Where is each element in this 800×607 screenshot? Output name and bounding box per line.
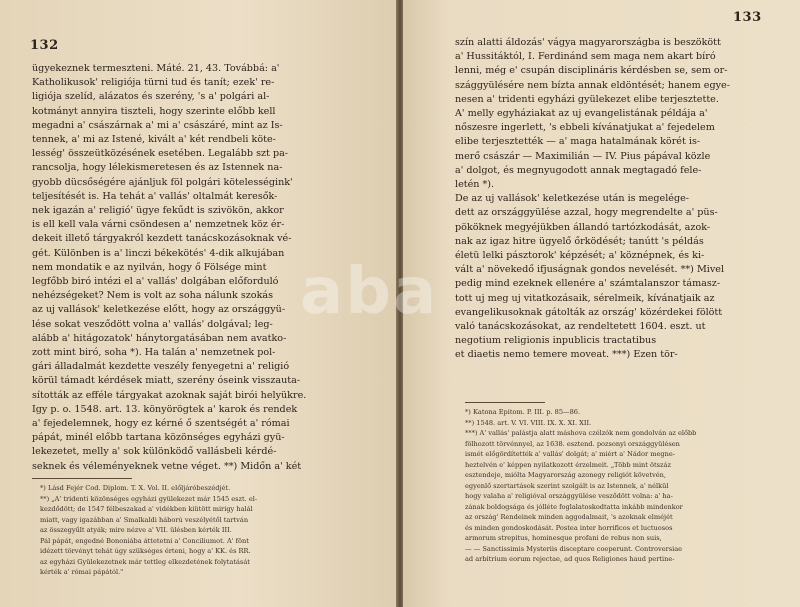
- footnote-line: Pál pápát, engedné Bononiába áttetetni a' Conciliumot. A' fönt: [40, 536, 249, 545]
- text-line: legfőbb biró intézi el a' vallás' dolgában előforduló: [32, 276, 279, 288]
- text-line: sították az efféle tárgyakat azoknak saját birói helyükre.: [32, 389, 307, 401]
- right-body-text: [455, 36, 785, 363]
- footnote-line: esztendeje, miólta Magyarország azonegy religiót követvén,: [465, 471, 666, 479]
- footnote-line: az egyházi Gyülekezetnek már tettleg elkezdetének folytatását: [40, 557, 250, 566]
- text-line: seknek és véleményeknek vetne véget. **) Midőn a' két: [32, 460, 302, 472]
- text-line: szín alatti áldozás' vágya magyarországba is beszökött: [455, 37, 721, 48]
- footnote-line: az összegyűlt atyák; mire nézve a' VII. ülésben kérték III.: [40, 526, 232, 534]
- text-line: pápát, minél előbb tartana közönséges egyházi gyü-: [32, 432, 285, 444]
- text-line: lesség' összeütközésének esetében. Legalább szt pa-: [32, 148, 289, 160]
- text-line: megadni a' császárnak a' mi a' császáré, mint az Is-: [32, 119, 283, 131]
- text-line: rancsolja, hogy lélekismeretesen és az Istennek na-: [32, 162, 283, 174]
- text-line: tennek, a' mi az Istené, kivált a' két rendbeli köte-: [32, 134, 276, 146]
- text-line: nehézségeket? Nem is volt az soha nálunk szokás: [32, 290, 274, 302]
- footnote-line: **) 1548. art. V. VI. VIII. IX. X. XI. XII.: [465, 418, 592, 427]
- text-line: nesen a' tridenti egyházi gyülekezet elibe terjesztette.: [455, 93, 719, 105]
- text-line: Igy p. o. 1548. art. 13. könyörögtek a' karok és rendek: [32, 403, 298, 415]
- right-page: [402, 0, 800, 607]
- page-number-right: 133: [733, 10, 762, 25]
- left-page: [0, 0, 399, 607]
- text-line: az uj vallások' keletkezése előtt, hogy az országgyü-: [32, 304, 286, 316]
- watermark-logo: aba: [300, 255, 439, 329]
- text-line: gyobb dücsőségére ajánljuk föl polgári kötelességink': [32, 176, 293, 188]
- footnote-line: fölhozott törvénnyel, az 1638. esztend. pozsonyi országgyülésen: [465, 439, 680, 448]
- text-line: De az uj vallások' keletkezése után is megelége-: [455, 193, 690, 205]
- text-line: pedig mind ezeknek ellenére a' számtalanszor támasz-: [455, 278, 721, 290]
- text-line: A' melly egyháziakat az uj evangelistának példája a': [455, 108, 708, 120]
- text-line: nak az igaz hitre ügyelő őrködését; tanútt 's példás: [455, 235, 704, 247]
- footnote-line: *) Katona Epitom. P. III. p. 85—86.: [465, 408, 581, 416]
- text-line: dett az országgyülése azzal, hogy megrendelte a' püs-: [455, 207, 718, 219]
- right-footnotes: [465, 407, 783, 565]
- text-line: teljesítését is. Ha tehát a' vallás' oltalmát keresők-: [32, 190, 278, 202]
- text-line: elibe terjesztették — a' maga hatalmának körét is-: [455, 136, 701, 148]
- text-line: tott uj meg uj vitatkozásaik, sérelmeik, kívánatjaik az: [455, 292, 715, 304]
- footnote-line: idézett törvényt tehát úgy szükséges érteni, hogy a' KK. és RR.: [40, 547, 251, 555]
- text-line: szággyülésére nem bízta annak eldöntését; hanem egye-: [455, 79, 730, 91]
- text-line: ligiója szelíd, alázatos és szerény, 's a' polgári al-: [32, 91, 270, 103]
- footnote-line: egyenlő szertartások szerint szolgált is az Istennek, a' nélkül: [465, 481, 669, 490]
- footnote-line: kérték a' római pápától.": [40, 568, 124, 576]
- footnote-line: és minden gondoskodását. Postea inter horrificos et luctuosos: [465, 523, 673, 532]
- text-line: evangelikusoknak gátolták az ország' közérdekei fölött: [455, 306, 723, 318]
- footnote-line: *) Lásd Fejér Cod. Diplom. T. X. Vol. II. előljáróbeszédjét.: [40, 484, 231, 492]
- text-line: is ell kell vala várni csöndesen a' nemzetnek köz ér-: [32, 219, 285, 231]
- left-footnotes: [40, 483, 360, 578]
- footnote-rule-right: [465, 402, 545, 403]
- text-line: a' Hussitáktól, I. Ferdinánd sem maga nem akart bíró: [455, 51, 716, 63]
- footnote-line: zának boldogsága és jólléte foglalatoskodtatta inkább mindenkor: [465, 502, 683, 511]
- text-line: nem mondatik e az nyilván, hogy ő Fölsége mint: [32, 261, 267, 273]
- text-line: életü lelki pásztorok' képzését; a' köznépnek, és ki-: [455, 250, 705, 262]
- text-line: nek igazán a' religió' ügye fekűdt is szivökön, akkor: [32, 205, 284, 217]
- footnote-line: armorum strepitus, hominesque profani de rebus non suis,: [465, 534, 662, 542]
- text-line: pököknek megyéjükben állandó tartózkodását, azok-: [455, 221, 711, 233]
- footnote-line: kezdődött; de 1547 félbeszakad a' vidékben kiütött mirigy halál: [40, 505, 253, 513]
- text-line: lése sokat vesződött volna a' vallás' dolgával; leg-: [32, 318, 273, 330]
- footnote-line: hogy valaha a' religióval országgyülése vesződött volna: a' ha-: [465, 492, 673, 500]
- text-line: való tanácskozásokat, az rendeltetett 1604. eszt. ut: [455, 321, 706, 333]
- text-line: ügyekeznek termeszteni. Máté. 21, 43. Továbbá: a': [32, 63, 280, 74]
- footnote-line: ismét előgördítették a' vallás' dolgát; a' miért a' Nádor megne-: [465, 450, 675, 458]
- text-line: Katholikusok' religiója türni tud és tanít; ezek' re-: [32, 77, 275, 89]
- footnote-line: ***) A' vallás' palástja alatt máshova czélzók nem gondolván az előbb: [465, 429, 697, 437]
- footnote-line: **) „A' tridenti közönséges egyházi gyülekezet már 1545 eszt. el-: [40, 494, 258, 503]
- text-line: letén *).: [455, 179, 495, 191]
- page-number-left: 132: [30, 38, 59, 53]
- text-line: vált a' növekedő ifjuságnak gondos nevelését. **) Mivel: [455, 264, 725, 276]
- text-line: gét. Különben is a' linczi békekötés' 4-dik alkujában: [32, 247, 285, 259]
- text-line: negotium religionis inpublicis tractatibus: [455, 335, 657, 347]
- text-line: et diaetis nemo temere moveat. ***) Ezen tör-: [455, 349, 678, 361]
- text-line: zott mint biró, soha *). Ha talán a' nemzetnek pol-: [32, 347, 276, 359]
- text-line: gári álladalmát kezdette veszély fenyegetni a' religió: [32, 361, 290, 373]
- text-line: merő császár — Maximilián — IV. Pius pápával közle: [455, 150, 711, 162]
- footnote-rule-left: [32, 478, 132, 479]
- text-line: lekezetet, melly a' sok különködő vallásbeli kérdé-: [32, 446, 277, 458]
- footnote-line: heztelvén e' képpen nyilatkozott érzelmeit. „Több mint ötszáz: [465, 460, 671, 469]
- text-line: nőszesre ingerlett, 's ebbeli kívánatjukat a' fejedelem: [455, 122, 715, 134]
- text-line: kotmányt annyira tiszteli, hogy szerinte előbb kell: [32, 105, 276, 117]
- footnote-line: miatt, vagy igazábban a' Smalkaldi háború veszélyétől tartván: [40, 515, 249, 524]
- text-line: dekeit illető tárgyakról kezdett tanácskozásoknak vé-: [32, 233, 292, 245]
- footnote-line: az ország' Rendeinek minden aggodalmait, 's azoknak elméjét: [465, 513, 673, 521]
- footnote-line: ad arbitrium eorum rejectae, ad quos Religiones haud pertine-: [465, 555, 675, 563]
- text-line: a' fejedelemnek, hogy ez kérné ő szentségét a' római: [32, 418, 290, 430]
- text-line: lenni, még e' csupán disciplináris kérdésben se, sem or-: [455, 65, 728, 77]
- footnote-line: — — Sanctissimis Mysteriis disceptare coeperunt. Controversiae: [465, 544, 683, 553]
- text-line: a' dolgot, és megnyugodott annak megtagadó fele-: [455, 164, 702, 176]
- left-body-text: [32, 62, 362, 474]
- text-line: alább a' hitágozatok' hánytorgatásában nem avatko-: [32, 332, 287, 344]
- text-line: körül támadt kérdések miatt, szerény óseink visszauta-: [32, 375, 301, 387]
